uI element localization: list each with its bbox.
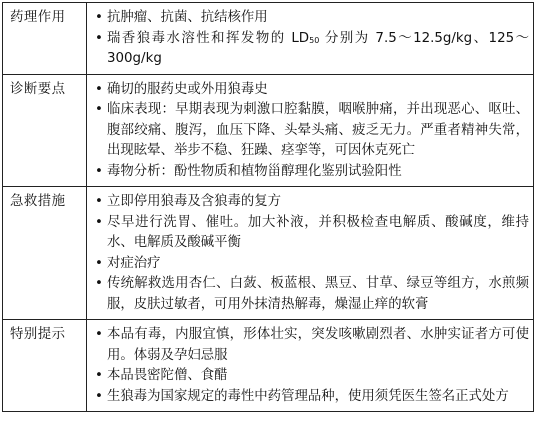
bullet-icon: •	[95, 214, 103, 230]
row-special-notes	[3, 320, 534, 412]
row-pharmacology	[3, 3, 534, 75]
list-item	[93, 100, 529, 162]
row-content	[87, 187, 534, 320]
item-text: 尽早进行洗胃、催吐。加大补液，并积极检查电解质、酸碱度，维持水、电解质及酸碱平衡	[107, 214, 529, 250]
item-text: 临床表现：早期表现为刺激口腔黏膜，咽喉肿痛，并出现恶心、呕吐、腹部绞痛、腹泻，血压下降、头晕头痛、疲乏无力。严重者精神失常，出现眩晕、举步不稳、狂躁、痉挛等，可因休克死亡	[107, 102, 529, 158]
list-item	[93, 29, 529, 70]
list-item	[93, 325, 529, 366]
item-text: 传统解救选用杏仁、白蔹、板蓝根、黑豆、甘草、绿豆等组方，水煎频服，皮肤过敏者，可用外抹清热解毒，燥湿止痒的软膏	[107, 276, 529, 312]
bullet-icon: •	[95, 368, 103, 383]
item-text: 对症治疗	[107, 255, 161, 271]
list-item	[93, 213, 529, 254]
bullet-icon: •	[95, 10, 103, 25]
list-item	[93, 162, 529, 183]
list-item	[93, 366, 529, 387]
row-content	[87, 74, 534, 187]
bullet-icon: •	[95, 30, 103, 46]
list-item	[93, 80, 529, 101]
item-text: 确切的服药史或外用狼毒史	[107, 81, 268, 97]
bullet-icon: •	[95, 163, 103, 179]
list-item	[93, 254, 529, 275]
item-text: 毒物分析：酚性物质和植物甾醇理化鉴别试验阳性	[107, 163, 402, 179]
bullet-icon: •	[95, 194, 103, 209]
row-content	[87, 3, 534, 75]
info-table	[2, 2, 534, 412]
row-label: 药理作用	[3, 3, 87, 75]
list-item	[93, 387, 529, 408]
bullet-icon: •	[95, 327, 103, 342]
bullet-icon: •	[95, 255, 103, 271]
bullet-icon: •	[95, 276, 103, 291]
item-text: 生狼毒为国家规定的毒性中药管理品种，使用须凭医生签名正式处方	[107, 388, 509, 404]
bullet-icon: •	[95, 388, 103, 404]
list-item	[93, 8, 529, 29]
item-text: 立即停用狼毒及含狼毒的复方	[107, 194, 282, 209]
row-emergency	[3, 187, 534, 320]
row-label: 急救措施	[3, 187, 87, 320]
item-text: 瑞香狼毒水溶性和挥发物的 $LD_{50}$ 分别为 7.5～12.5g/kg、125～300g/kg	[107, 30, 529, 66]
row-label: 特别提示	[3, 320, 87, 412]
item-text: 本品畏密陀僧、食醋	[107, 368, 228, 383]
item-text: 本品有毒，内服宜慎，形体壮实，突发咳嗽剧烈者、水肿实证者方可使用。体弱及孕妇忌服	[107, 327, 529, 363]
row-diagnosis	[3, 74, 534, 187]
list-item	[93, 274, 529, 315]
bullet-icon: •	[95, 81, 103, 97]
bullet-icon: •	[95, 102, 103, 117]
row-label: 诊断要点	[3, 74, 87, 187]
row-content	[87, 320, 534, 412]
list-item	[93, 192, 529, 213]
item-text: 抗肿瘤、抗菌、抗结核作用	[107, 10, 268, 25]
